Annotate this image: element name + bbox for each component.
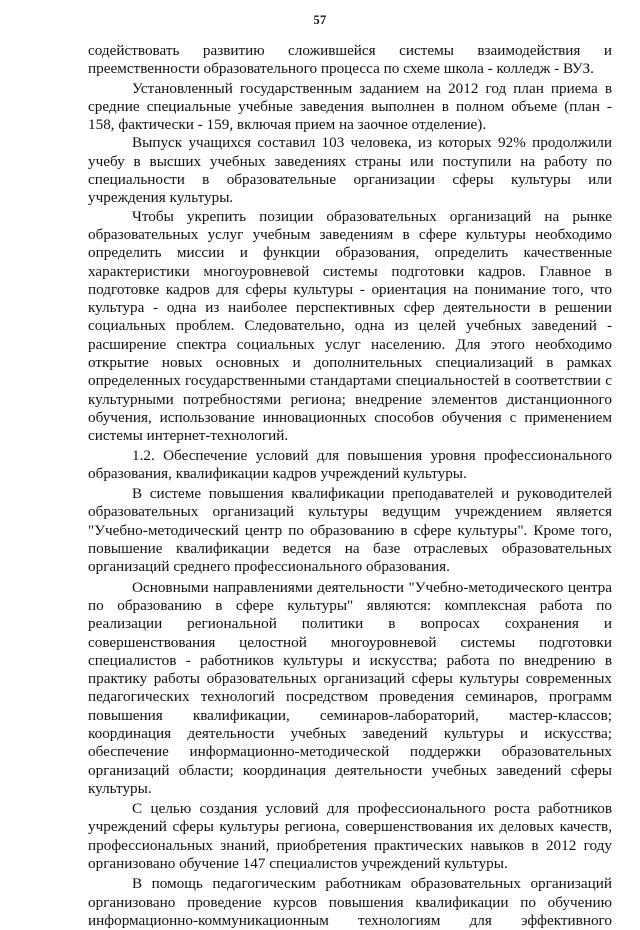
paragraph: содействовать развитию сложившейся системы взаимодействия и преемственности образовательного процесса по схеме школа - колледж - ВУЗ. [88, 42, 612, 78]
paragraph: В системе повышения квалификации преподавателей и руководителей образовательных организаций культуры ведущим учреждением является "Учебно-методический центр по образованию в сфере культуры". Кроме того, повышение квалификации ведется на базе отраслевых образовательных организаций среднего профессионального образования. [88, 485, 612, 576]
body-text [88, 42, 612, 930]
paragraph: Чтобы укрепить позиции образовательных организаций на рынке образовательных услуг учебным заведениям в сфере культуры необходимо определить миссии и функции образования, определить качественные характеристики многоуровневой системы подготовки кадров. Главное в подготовке кадров для сферы культуры - ориентация на понимание того, что культура - одна из наиболее перспективных сфер деятельности в решении социальных проблем. Следовательно, одна из целей учебных заведений - расширение спектра социальных услуг населению. Для этого необходимо открытие новых основных и дополнительных специализаций в рамках определенных государственными стандартами специальностей в соответствии с культурными потребностями региона; внедрение элементов дистанционного обучения, использование инновационных способов обучения с применением системы интернет-технологий. [88, 207, 612, 445]
paragraph: Основными направлениями деятельности "Учебно-методического центра по образованию в сфере культуры" являются: комплексная работа по реализации региональной политики в вопросах сохранения и совершенствования целостной многоуровневой системы подготовки специалистов - работников культуры и искусства; работа по внедрению в практику работы образовательных организаций сферы культуры современных педагогических технологий посредством проведения семинаров, программ повышения квалификации, семинаров-лабораторий, мастер-классов; координация деятельности учебных заведений культуры и искусства; обеспечение информационно-методической поддержки образовательных организаций области; координация деятельности учебных заведений сферы культуры. [88, 578, 612, 797]
paragraph: Выпуск учащихся составил 103 человека, из которых 92% продолжили учебу в высших учебных заведениях страны или поступили на работу по специальности в образовательные организации сферы культуры или учреждения культуры. [88, 134, 612, 207]
paragraph: С целью создания условий для профессионального роста работников учреждений сферы культуры региона, совершенствования их деловых качеств, профессиональных знаний, приобретения практических навыков в 2012 году организовано обучение 147 специалистов учреждений культуры. [88, 800, 612, 873]
page-number: 57 [313, 13, 327, 27]
paragraph: В помощь педагогическим работникам образовательных организаций организовано проведение курсов повышения квалификации по обучению информационно-коммуникационным технологиям для эффективного [88, 875, 612, 929]
section-heading-paragraph: 1.2. Обеспечение условий для повышения уровня профессионального образования, квалификации кадров учреждений культуры. [88, 446, 612, 482]
paragraph: Установленный государственным заданием на 2012 год план приема в средние специальные учебные заведения выполнен в полном объеме (план - 158, фактически - 159, включая прием на заочное отделение). [88, 79, 612, 134]
